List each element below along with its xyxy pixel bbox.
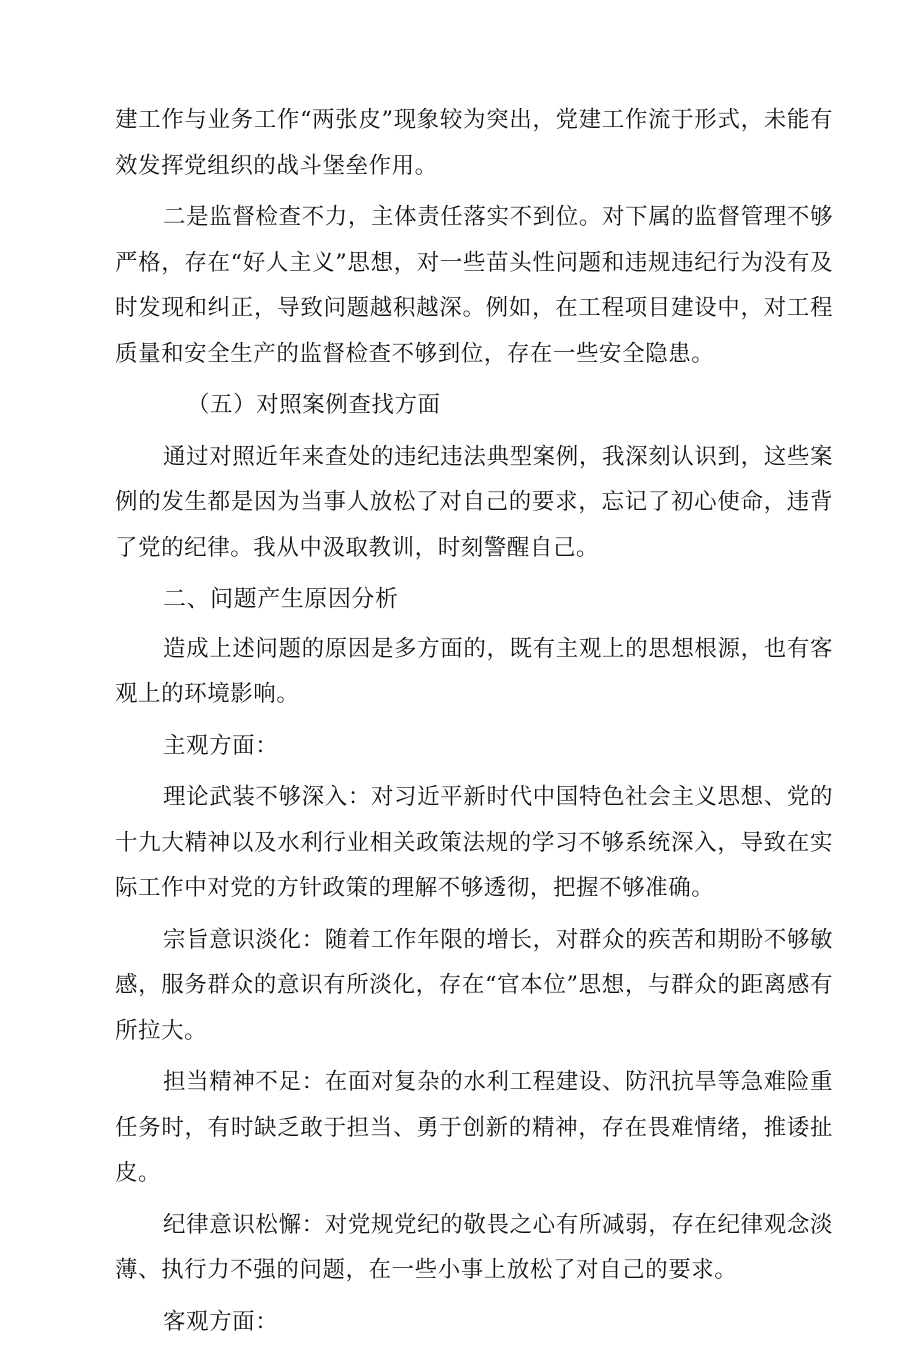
paragraph-discipline-awareness: 纪律意识松懈：对党规党纪的敬畏之心有所减弱，存在纪律观念淡薄、执行力不强的问题，在一些小事上放松了对自己的要求。 xyxy=(115,1211,833,1283)
paragraph-case-lessons: 通过对照近年来查处的违纪违法典型案例，我深刻认识到，这些案例的发生都是因为当事人放松了对自己的要求，忘记了初心使命，违背了党的纪律。我从中汲取教训，时刻警醒自己。 xyxy=(115,443,833,561)
paragraph-theory-study: 理论武装不够深入：对习近平新时代中国特色社会主义思想、党的十九大精神以及水利行业相关政策法规的学习不够系统深入，导致在实际工作中对党的方针政策的理解不够透彻，把握不够准确。 xyxy=(115,784,833,901)
label-subjective-aspects: 主观方面： xyxy=(163,732,279,759)
subheading-case-comparison: （五）对照案例查找方面 xyxy=(187,392,441,418)
paragraph-supervision-issue: 二是监督检查不力，主体责任落实不到位。对下属的监督管理不够严格，存在“好人主义”思想，对一些苗头性问题和违规违纪行为没有及时发现和纠正，导致问题越积越深。例如，在工程项目建设中，对工程质量和安全生产的监督检查不够到位，存在一些安全隐患。 xyxy=(115,204,833,367)
document-body xyxy=(115,98,833,1351)
section-heading-cause-analysis: 二、问题产生原因分析 xyxy=(163,586,399,612)
label-objective-aspects: 客观方面： xyxy=(163,1308,279,1335)
paragraph-responsibility-spirit: 担当精神不足：在面对复杂的水利工程建设、防汛抗旱等急难险重任务时，有时缺乏敢于担当、勇于创新的精神，存在畏难情绪，推诿扯皮。 xyxy=(115,1069,833,1186)
paragraph-purpose-awareness: 宗旨意识淡化：随着工作年限的增长，对群众的疾苦和期盼不够敏感，服务群众的意识有所淡化，存在“官本位”思想，与群众的距离感有所拉大。 xyxy=(115,926,833,1044)
paragraph-causes-intro: 造成上述问题的原因是多方面的，既有主观上的思想根源，也有客观上的环境影响。 xyxy=(115,635,833,707)
paragraph-party-building-continuation: 建工作与业务工作“两张皮”现象较为突出，党建工作流于形式，未能有效发挥党组织的战斗堡垒作用。 xyxy=(115,107,833,179)
